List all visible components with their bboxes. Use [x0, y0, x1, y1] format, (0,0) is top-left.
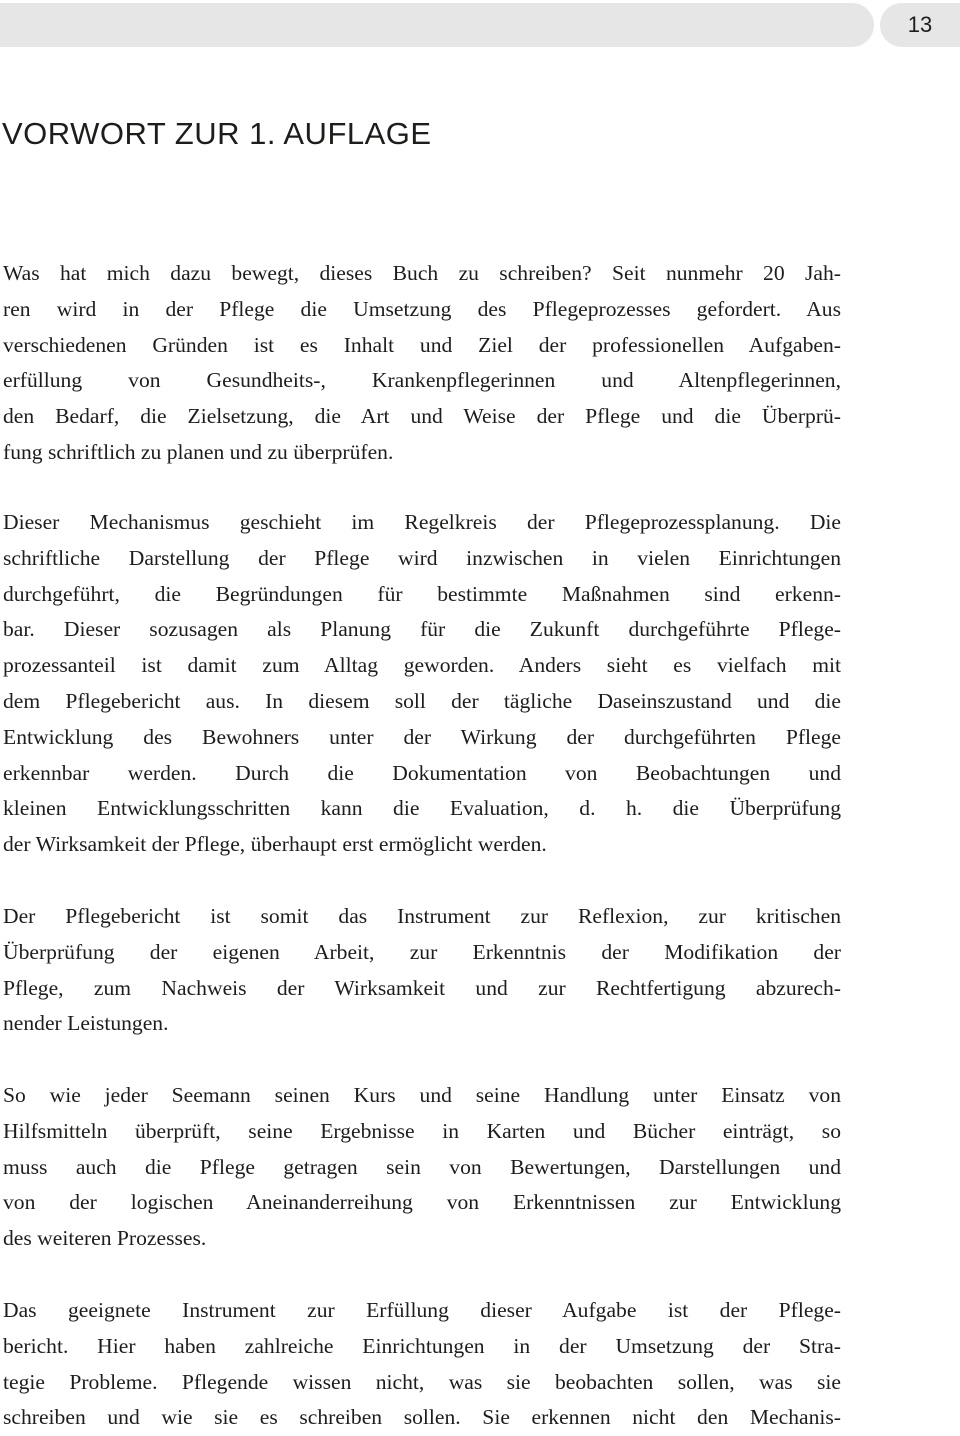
text-line: prozessanteil ist damit zum Alltag geworden. Anders sieht es vielfach mit: [3, 653, 841, 678]
text-line: tegie Probleme. Pflegende wissen nicht, was sie beobachten sollen, was sie: [3, 1369, 841, 1394]
text-line: dem Pflegebericht aus. In diesem soll der tägliche Daseinszustand und die: [3, 688, 841, 713]
text-line: muss auch die Pflege getragen sein von Bewertungen, Darstellungen und: [3, 1154, 841, 1179]
text-line: Überprüfung der eigenen Arbeit, zur Erkenntnis der Modifikation der: [3, 939, 841, 964]
text-line: Hilfsmitteln überprüft, seine Ergebnisse in Karten und Bücher einträgt, so: [3, 1118, 841, 1143]
text-line: So wie jeder Seemann seinen Kurs und seine Handlung unter Einsatz von: [3, 1083, 841, 1107]
text-line: nender Leistungen.: [3, 1011, 169, 1036]
text-line: Dieser Mechanismus geschieht im Regelkreis der Pflegeprozessplanung. Die: [3, 510, 841, 534]
text-line: bericht. Hier haben zahlreiche Einrichtungen in der Umsetzung der Stra-: [3, 1333, 841, 1358]
text-line: erkennbar werden. Durch die Dokumentation von Beobachtungen und: [3, 760, 841, 785]
text-line: Entwicklung des Bewohners unter der Wirkung der durchgeführten Pflege: [3, 724, 841, 749]
text-line: schriftliche Darstellung der Pflege wird inzwischen in vielen Einrichtungen: [3, 545, 841, 570]
text-line: bar. Dieser sozusagen als Planung für die Zukunft durchgeführte Pflege-: [3, 617, 841, 642]
paragraph-3: [3, 899, 841, 1042]
text-line: ren wird in der Pflege die Umsetzung des Pflegeprozesses gefordert. Aus: [3, 296, 841, 321]
page-number: 13: [880, 3, 960, 47]
header-bar: [0, 3, 874, 47]
text-line: von der logischen Aneinanderreihung von Erkenntnissen zur Entwicklung: [3, 1190, 841, 1215]
text-line: erfüllung von Gesundheits-, Krankenpflegerinnen und Altenpflegerinnen,: [3, 368, 841, 393]
text-line: schreiben und wie sie es schreiben sollen. Sie erkennen nicht den Mechanis-: [3, 1405, 841, 1430]
paragraph-4: [3, 1078, 841, 1257]
text-line: den Bedarf, die Zielsetzung, die Art und Weise der Pflege und die Überprü-: [3, 404, 841, 429]
chapter-title: VORWORT ZUR 1. AUFLAGE: [2, 116, 432, 151]
text-line: fung schriftlich zu planen und zu überprüfen.: [3, 439, 394, 464]
text-line: Was hat mich dazu bewegt, dieses Buch zu schreiben? Seit nunmehr 20 Jah-: [3, 261, 841, 285]
text-line: Pflege, zum Nachweis der Wirksamkeit und zur Rechtfertigung abzurech-: [3, 975, 841, 1000]
paragraph-2: [3, 505, 841, 863]
text-line: der Wirksamkeit der Pflege, überhaupt erst ermöglicht werden.: [3, 832, 547, 857]
paragraph-1: [3, 256, 841, 471]
paragraph-5: [3, 1293, 841, 1436]
text-line: Das geeignete Instrument zur Erfüllung dieser Aufgabe ist der Pflege-: [3, 1298, 841, 1322]
text-line: verschiedenen Gründen ist es Inhalt und Ziel der professionellen Aufgaben-: [3, 332, 841, 357]
text-line: des weiteren Prozesses.: [3, 1226, 207, 1251]
text-line: kleinen Entwicklungsschritten kann die Evaluation, d. h. die Überprüfung: [3, 796, 841, 821]
text-line: durchgeführt, die Begründungen für bestimmte Maßnahmen sind erkenn-: [3, 581, 841, 606]
text-line: Der Pflegebericht ist somit das Instrument zur Reflexion, zur kritischen: [3, 904, 841, 928]
